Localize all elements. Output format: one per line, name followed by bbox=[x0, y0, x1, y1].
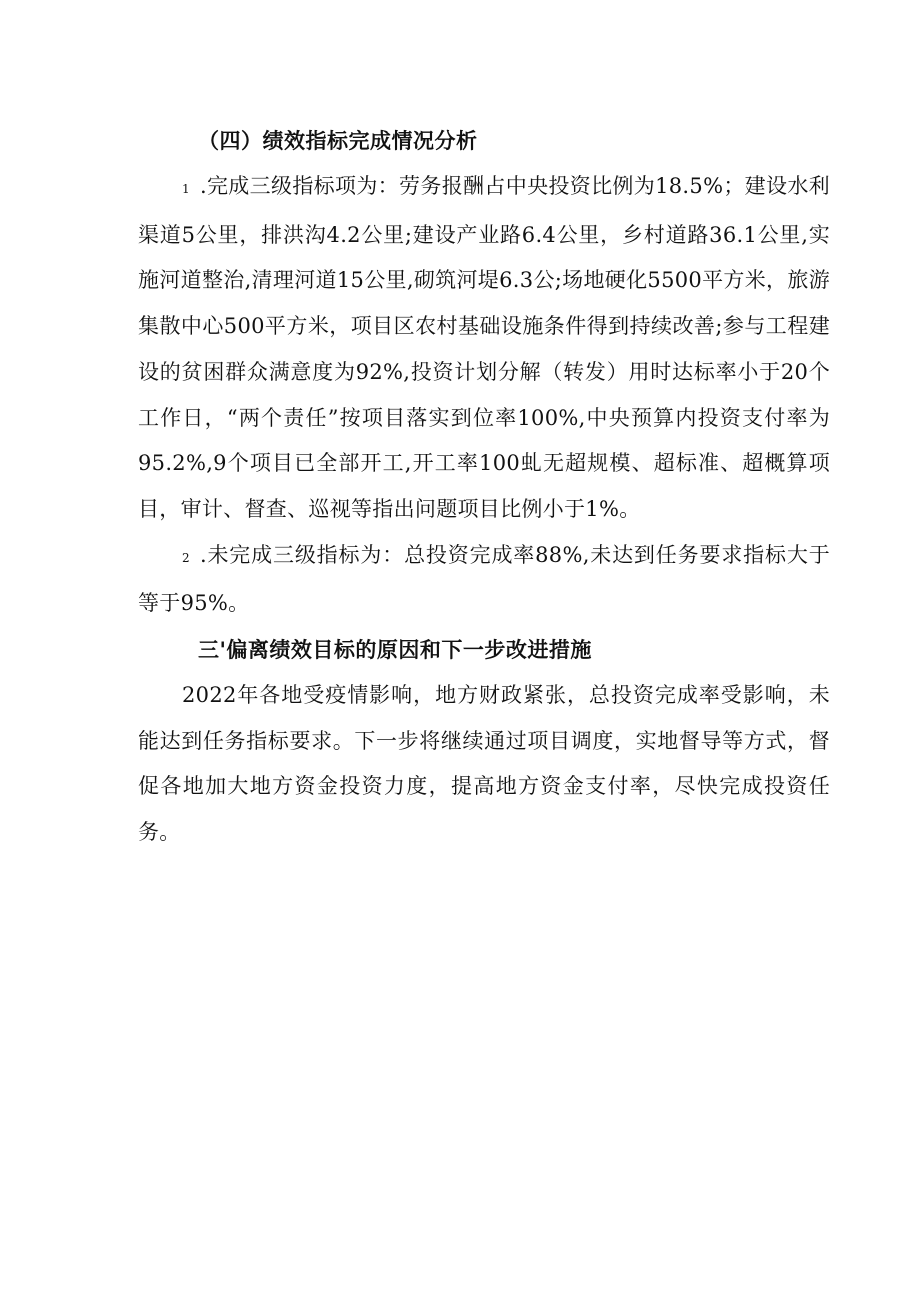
item-1-text: .完成三级指标项为：劳务报酬占中央投资比例为18.5%；建设水利渠道5公里，排洪沟4.2公里;建设产业路6.4公里，乡村道路36.1公里,实施河道整治,清理河道15公里,砌筑河堤6.3公;场地硬化5500平方米，旅游集散中心500平方米，项目区农村基础设施条件得到持续改善;参与工程建设的贫困群众满意度为92%,投资计划分解（转发）用时达标率小于20个工作日，“两个责任”按项目落实到位率100%,中央预算内投资支付率为95.2%,9个项目已全部开工,开工率100虬无超规模、超标准、超概算项目，审计、督查、巡视等指出问题项目比例小于1%。 bbox=[138, 174, 830, 521]
section-four-heading: （四）绩效指标完成情况分析 bbox=[198, 129, 478, 153]
item-2-text: .未完成三级指标为：总投资完成率88%,未达到任务要求指标大于等于95%。 bbox=[138, 542, 830, 616]
item-1-paragraph bbox=[138, 164, 830, 533]
section-three-heading: 三'偏离绩效目标的原因和下一步改进措施 bbox=[198, 638, 592, 663]
section-three-paragraph: 2022年各地受疫情影响，地方财政紧张，总投资完成率受影响，未能达到任务指标要求。下一步将继续通过项目调度，实地督导等方式，督促各地加大地方资金投资力度，提高地方资金支付率，尽快完成投资任务。 bbox=[138, 683, 830, 845]
item-2-number: 2 bbox=[182, 550, 190, 565]
item-1-number: 1 bbox=[182, 182, 190, 196]
document-body bbox=[138, 118, 830, 856]
item-2-paragraph bbox=[138, 533, 830, 627]
